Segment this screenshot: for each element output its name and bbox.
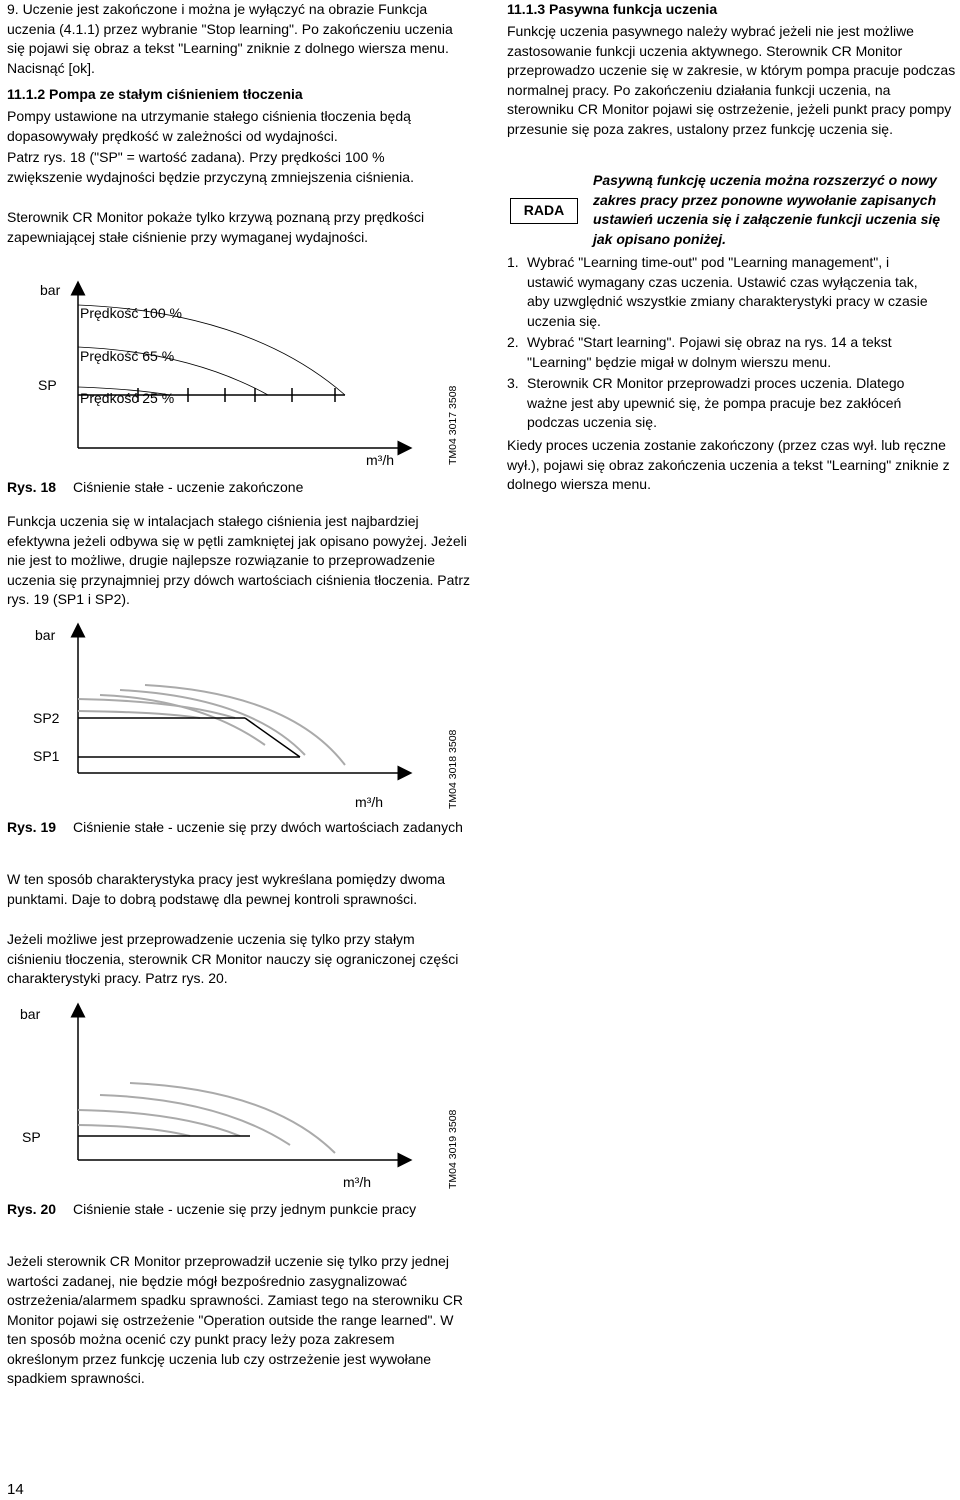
figure-20 — [0, 995, 480, 1195]
caption-fig-18 — [7, 478, 472, 498]
step-number: 3. — [507, 375, 519, 391]
sp-label: SP — [22, 1129, 41, 1145]
heading-11-1-2: 11.1.2 Pompa ze stałym ciśnieniem tłoczenia — [7, 86, 303, 102]
step-number: 1. — [507, 254, 519, 270]
caption-fig-20 — [7, 1200, 472, 1220]
step-text: Wybrać "Learning time-out" pod "Learning management", i ustawić wymagany czas uczenia. Ustawić czas wyłączenia tak, aby uzwględnić wszystkie zmiany charakterystyki pracy w czasie uczenia się. — [527, 254, 928, 329]
speed-65-label: Prędkość 65 % — [80, 348, 175, 364]
sp1-label: SP1 — [33, 748, 60, 764]
caption-text: Ciśnienie stałe - uczenie zakończone — [73, 479, 304, 495]
item-9: 9. Uczenie jest zakończone i można je wyłączyć na obrazie Funkcja uczenia (4.1.1) przez wybranie "Stop learning". Po zakończeniu uczenia się pojawi się obraz a tekst "Learning" zniknie z dolnego wiersza menu. Nacisnąć [ok]. — [7, 1, 453, 76]
curve — [145, 685, 345, 765]
paragraph: W ten sposób charakterystyka pracy jest wykreślana pomiędzy dwoma punktami. Daje to dobrą podstawę dla pewnej kontroli sprawności. — [7, 871, 446, 907]
page-number: 14 — [7, 1481, 24, 1498]
caption-text: Ciśnienie stałe - uczenie się przy dwóch wartościach zadanych — [73, 819, 463, 835]
paragraph: Jeżeli sterownik CR Monitor przeprowadził uczenie się tylko przy jednej wartości zadanej, nie będzie mógł bezpośrednio zasygnalizować ostrzeżenia/alarmem spadku sprawności. Zamiast tego na sterowniku CR Monitor pojawi się ostrzeżenie "Operation outside the range learned". W ten sposób można ocenić czy punkt pracy leży poza zakresem określonym przez funkcję uczenia lub czy ostrzeżenie jest wywołane spadkiem sprawności. — [7, 1253, 463, 1386]
paragraph: Pompy ustawione na utrzymanie stałego ciśnienia tłoczenia będą dopasowywały prędkość w zależności od wydajności. — [7, 108, 411, 144]
figure-20-diagram — [0, 995, 480, 1195]
list-item — [507, 253, 957, 331]
figure-18 — [0, 270, 480, 500]
steps-list — [507, 253, 957, 433]
paragraph: Funkcję uczenia pasywnego należy wybrać jeżeli nie jest możliwe zastosowanie funkcji uczenia aktywnego. Sterownik CR Monitor przeprowadzo uczenie się w zakresie, w którym pompa pracuje podczas normalnej pracy. Po zakończeniu działania funkcji uczenia, na sterowniku CR Monitor pojawi się ostrzeżenie, jeżeli punkt pracy pompy przesunie się poza zakres, ustalony przez funkcję uczenia się. — [507, 23, 956, 137]
step-number: 2. — [507, 334, 519, 350]
list-item — [507, 333, 957, 372]
y-axis-label: bar — [20, 1006, 41, 1022]
paragraph: Patrz rys. 18 ("SP" = wartość zadana). Przy prędkości 100 % zwiększenie wydajności będzie przyczyną zmniejszenia ciśnienia. — [7, 149, 414, 185]
heading-11-1-3: 11.1.3 Pasywna funkcja uczenia — [507, 1, 718, 17]
paragraph: Jeżeli możliwe jest przeprowadzenie uczenia się tylko przy stałym ciśnieniu tłoczenia, sterownik CR Monitor nauczy się ograniczonej części charakterystyki pracy. Patrz rys. 20. — [7, 931, 459, 986]
curve — [78, 1110, 240, 1136]
paragraph: Funkcja uczenia się w intalacjach stałego ciśnienia jest najbardziej efektywna jeżeli odbywa się w pętli zamkniętej jak opisano powyżej. Jeżeli nie jest to możliwe, drugie najlepsze rozwiązanie to przeprowadzenie uczenia się przynajmniej przy dówch wartościach ciśnienia tłoczenia. Patrz rys. 19 (SP1 i SP2). — [7, 513, 470, 607]
caption-number: Rys. 19 — [7, 819, 57, 835]
speed-25-label: Prędkość 25 % — [80, 390, 175, 406]
caption-text: Ciśnienie stałe - uczenie się przy jednym punkcie pracy — [73, 1201, 417, 1217]
caption-number: Rys. 18 — [7, 479, 57, 495]
step-text: Sterownik CR Monitor przeprowadzi proces uczenia. Dlatego ważne jest aby upewnić się, że pompa pracuje bez zakłóceń podczas uczenia się. — [527, 375, 905, 430]
figure-18-diagram — [0, 270, 480, 500]
speed-100-label: Prędkość 100 % — [80, 305, 182, 321]
y-axis-label: bar — [35, 627, 56, 643]
x-axis-label: m³/h — [343, 1174, 371, 1190]
caption-fig-19 — [7, 818, 472, 838]
paragraph: Sterownik CR Monitor pokaże tylko krzywą poznaną przy prędkości zapewniającej stałe ciśnienie przy wymaganej wydajności. — [7, 209, 425, 245]
curve — [100, 1095, 290, 1145]
step-text: Wybrać "Start learning". Pojawi się obraz na rys. 14 a tekst "Learning" będzie migał w dolnym wierszu menu. — [527, 334, 892, 370]
y-axis-label: bar — [40, 282, 61, 298]
figure-19-diagram — [0, 615, 480, 815]
drawing-code: TM04 3018 3508 — [447, 729, 459, 809]
paragraph: Kiedy proces uczenia zostanie zakończony (przez czas wył. lub ręczne wył.), pojawi się obraz zakończenia uczenia a tekst "Learning" zniknie z dolnego wiersza menu. — [507, 437, 950, 492]
curve — [78, 1125, 190, 1136]
sp2-label: SP2 — [33, 710, 60, 726]
sp-label: SP — [38, 377, 57, 393]
drawing-code: TM04 3017 3508 — [447, 385, 459, 465]
figure-19 — [0, 615, 480, 815]
tip-badge: RADA — [510, 198, 578, 224]
x-axis-label: m³/h — [366, 452, 394, 468]
caption-number: Rys. 20 — [7, 1201, 57, 1217]
curve — [78, 711, 200, 718]
tip-text: Pasywną funkcję uczenia można rozszerzyć o nowy zakres pracy przez ponowne wywołanie zapisanych ustawień uczenia się i załączenie funkcji uczenia się jak opisano poniżej. — [593, 172, 941, 247]
x-axis-label: m³/h — [355, 794, 383, 810]
list-item — [507, 374, 957, 433]
curve — [100, 695, 265, 745]
drawing-code: TM04 3019 3508 — [447, 1109, 459, 1189]
